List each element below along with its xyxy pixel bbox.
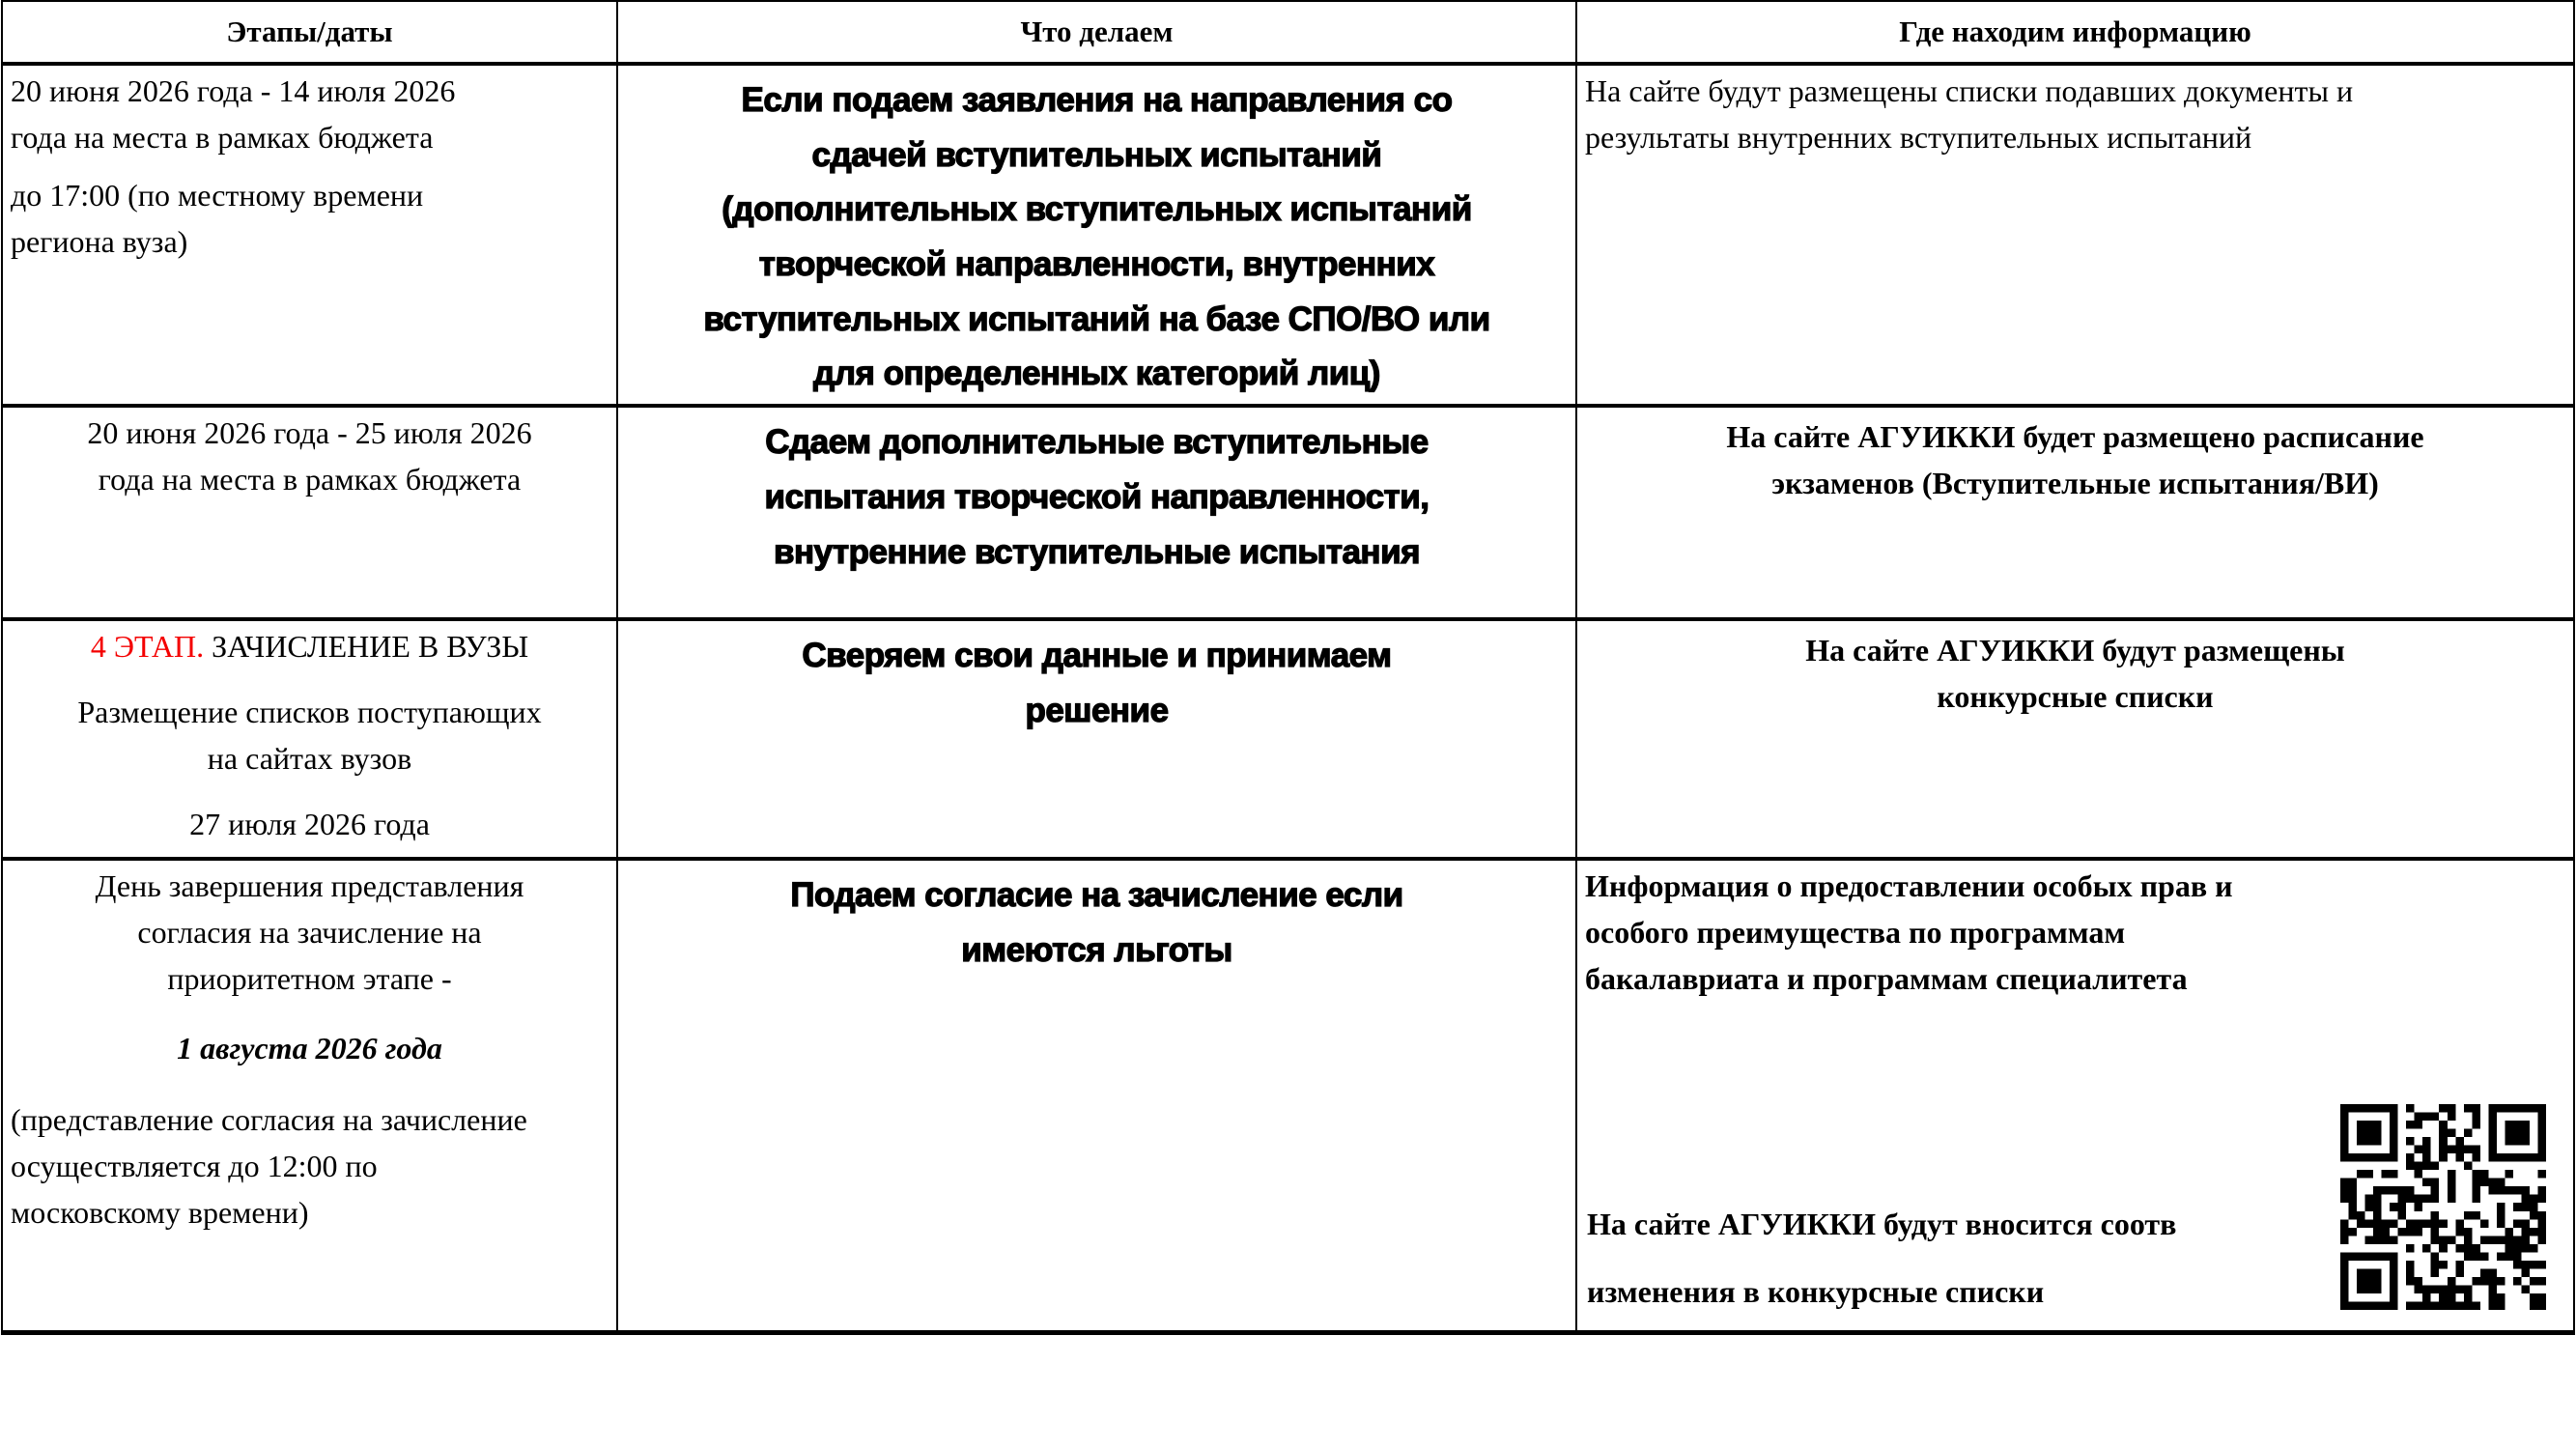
stage-number-red: 4 ЭТАП. <box>90 629 205 665</box>
header-stages-dates: Этапы/даты <box>2 1 617 64</box>
info-row1-text: На сайте будут размещены списки подавших документы и результаты внутренних вступительных испытаний <box>1585 73 2354 155</box>
dates-row3-stage <box>11 623 609 669</box>
cell-action-row3 <box>617 619 1576 859</box>
dates-row2-period: 20 июня 2026 года - 25 июля 2026 года на места в рамках бюджета <box>87 415 532 497</box>
info-row4-heading: Информация о предоставлении особых прав и особого преимущества по программам бакалавриата и программам специалитета <box>1585 868 2233 997</box>
cell-dates-row1 <box>2 64 617 406</box>
cell-info-row2 <box>1576 406 2574 619</box>
admission-schedule-table <box>1 0 2575 1335</box>
cell-info-row3 <box>1576 619 2574 859</box>
stage-title: ЗАЧИСЛЕНИЕ В ВУЗЫ <box>204 629 529 665</box>
cell-dates-row3 <box>2 619 617 859</box>
cell-dates-row2 <box>2 406 617 619</box>
action-row1-text: Если подаем заявления на направления со сдачей вступительных испытаний (дополнительных вступительных испытаний творческой направленности, внутренних вступительных испытаний на базе СПО/ВО или для определенных категорий лиц) <box>703 81 1490 393</box>
dates-row1-period: 20 июня 2026 года - 14 июля 2026 года на места в рамках бюджета <box>11 73 456 155</box>
header-what-we-do: Что делаем <box>617 1 1576 64</box>
info-row4-note-line2: изменения в конкурсные списки <box>1587 1274 2045 1310</box>
table-row <box>2 859 2574 1333</box>
cell-action-row1 <box>617 64 1576 406</box>
table-header-row <box>2 1 2574 64</box>
dates-row3-lists: Размещение списков поступающих на сайтах вузов <box>77 695 542 777</box>
table-row <box>2 64 2574 406</box>
cell-info-row1 <box>1576 64 2574 406</box>
dates-row4-note: (представление согласия на зачисление осуществляется до 12:00 по московскому времени) <box>11 1102 527 1231</box>
action-row2-text: Сдаем дополнительные вступительные испытания творческой направленности, внутренние вступительные испытания <box>764 423 1430 571</box>
info-row2-text: На сайте АГУИККИ будет размещено расписание экзаменов (Вступительные испытания/ВИ) <box>1726 419 2424 501</box>
header-where-info: Где находим информацию <box>1576 1 2574 64</box>
action-row4-text: Подаем согласие на зачисление если имеются льготы <box>790 876 1403 969</box>
action-row3-text: Сверяем свои данные и принимаем решение <box>802 637 1392 729</box>
cell-action-row4 <box>617 859 1576 1333</box>
qr-code <box>2340 1104 2546 1310</box>
info-row4-note-line1: На сайте АГУИККИ будут вносится соотв <box>1587 1207 2177 1242</box>
dates-row3-date: 27 июля 2026 года <box>189 807 430 842</box>
table-row <box>2 406 2574 619</box>
info-row4-note <box>1587 1201 2176 1315</box>
info-row3-text: На сайте АГУИККИ будут размещены конкурсные списки <box>1805 633 2345 715</box>
dates-row4-description: День завершения представления согласия на зачисление на приоритетном этапе - <box>95 868 524 997</box>
cell-info-row4 <box>1576 859 2574 1333</box>
cell-action-row2 <box>617 406 1576 619</box>
cell-dates-row4 <box>2 859 617 1333</box>
dates-row1-deadline: до 17:00 (по местному времени региона вуза) <box>11 178 424 259</box>
table-row <box>2 619 2574 859</box>
dates-row4-date: 1 августа 2026 года <box>177 1031 442 1066</box>
